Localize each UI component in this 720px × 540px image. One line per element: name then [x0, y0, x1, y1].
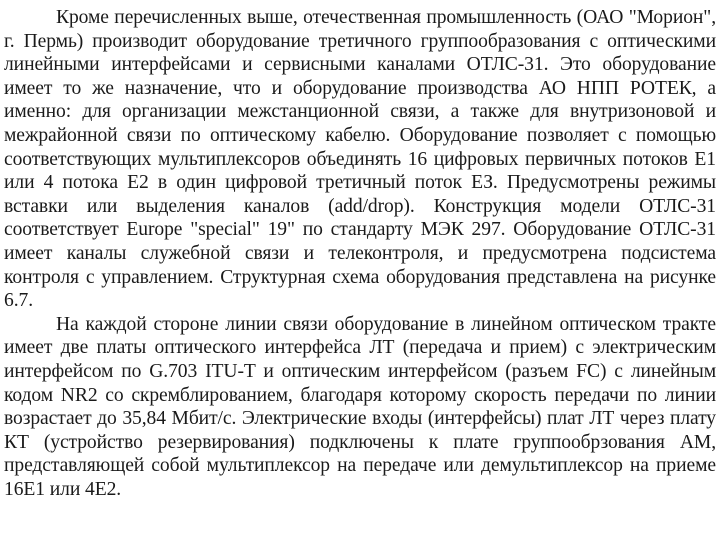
paragraph-line-interface: На каждой стороне линии связи оборудование в линейном оптическом тракте имеет две платы оптического интерфейса ЛТ (передача и прием) с электрическим интерфейсом по G.703 ITU-T и оптическим интерфейсом (разъем FC) с линейным кодом NR2 со скремблированием, благодаря которому скорость передачи по линии возрастает до 35,84 Мбит/с. Электрические входы (интерфейсы) плат ЛТ через плату КТ (устройство резервирования) подключены к плате группообрзования АМ, представляющей собой мультиплексор на передаче или демультиплексор на приеме 16Е1 или 4Е2. [4, 313, 716, 500]
paragraph-otls31-overview: Кроме перечисленных выше, отечественная промышленность (ОАО "Морион", г. Пермь) производит оборудование третичного группообразования с оптическими линейными интерфейсами и сервисными каналами ОТЛС-31. Это оборудование имеет то же назначение, что и оборудование производства АО НПП РОТЕК, а именно: для организации межстанционной связи, а также для внутризоновой и межрайонной связи по оптическому кабелю. Оборудование позволяет с помощью соответствующих мультиплексоров объединять 16 цифровых первичных потоков Е1 или 4 потока Е2 в один цифровой третичный поток ЕЗ. Предусмотрены режимы вставки или выделения каналов (add/drop). Конструкция модели ОТЛС-31 соответствует Europe "special" 19" по стандарту МЭК 297. Оборудование ОТЛС-31 имеет каналы служебной связи и телеконтроля, и предусмотрена подсистема контроля с управлением. Структурная схема оборудования представлена на рисунке 6.7. [4, 7, 716, 312]
